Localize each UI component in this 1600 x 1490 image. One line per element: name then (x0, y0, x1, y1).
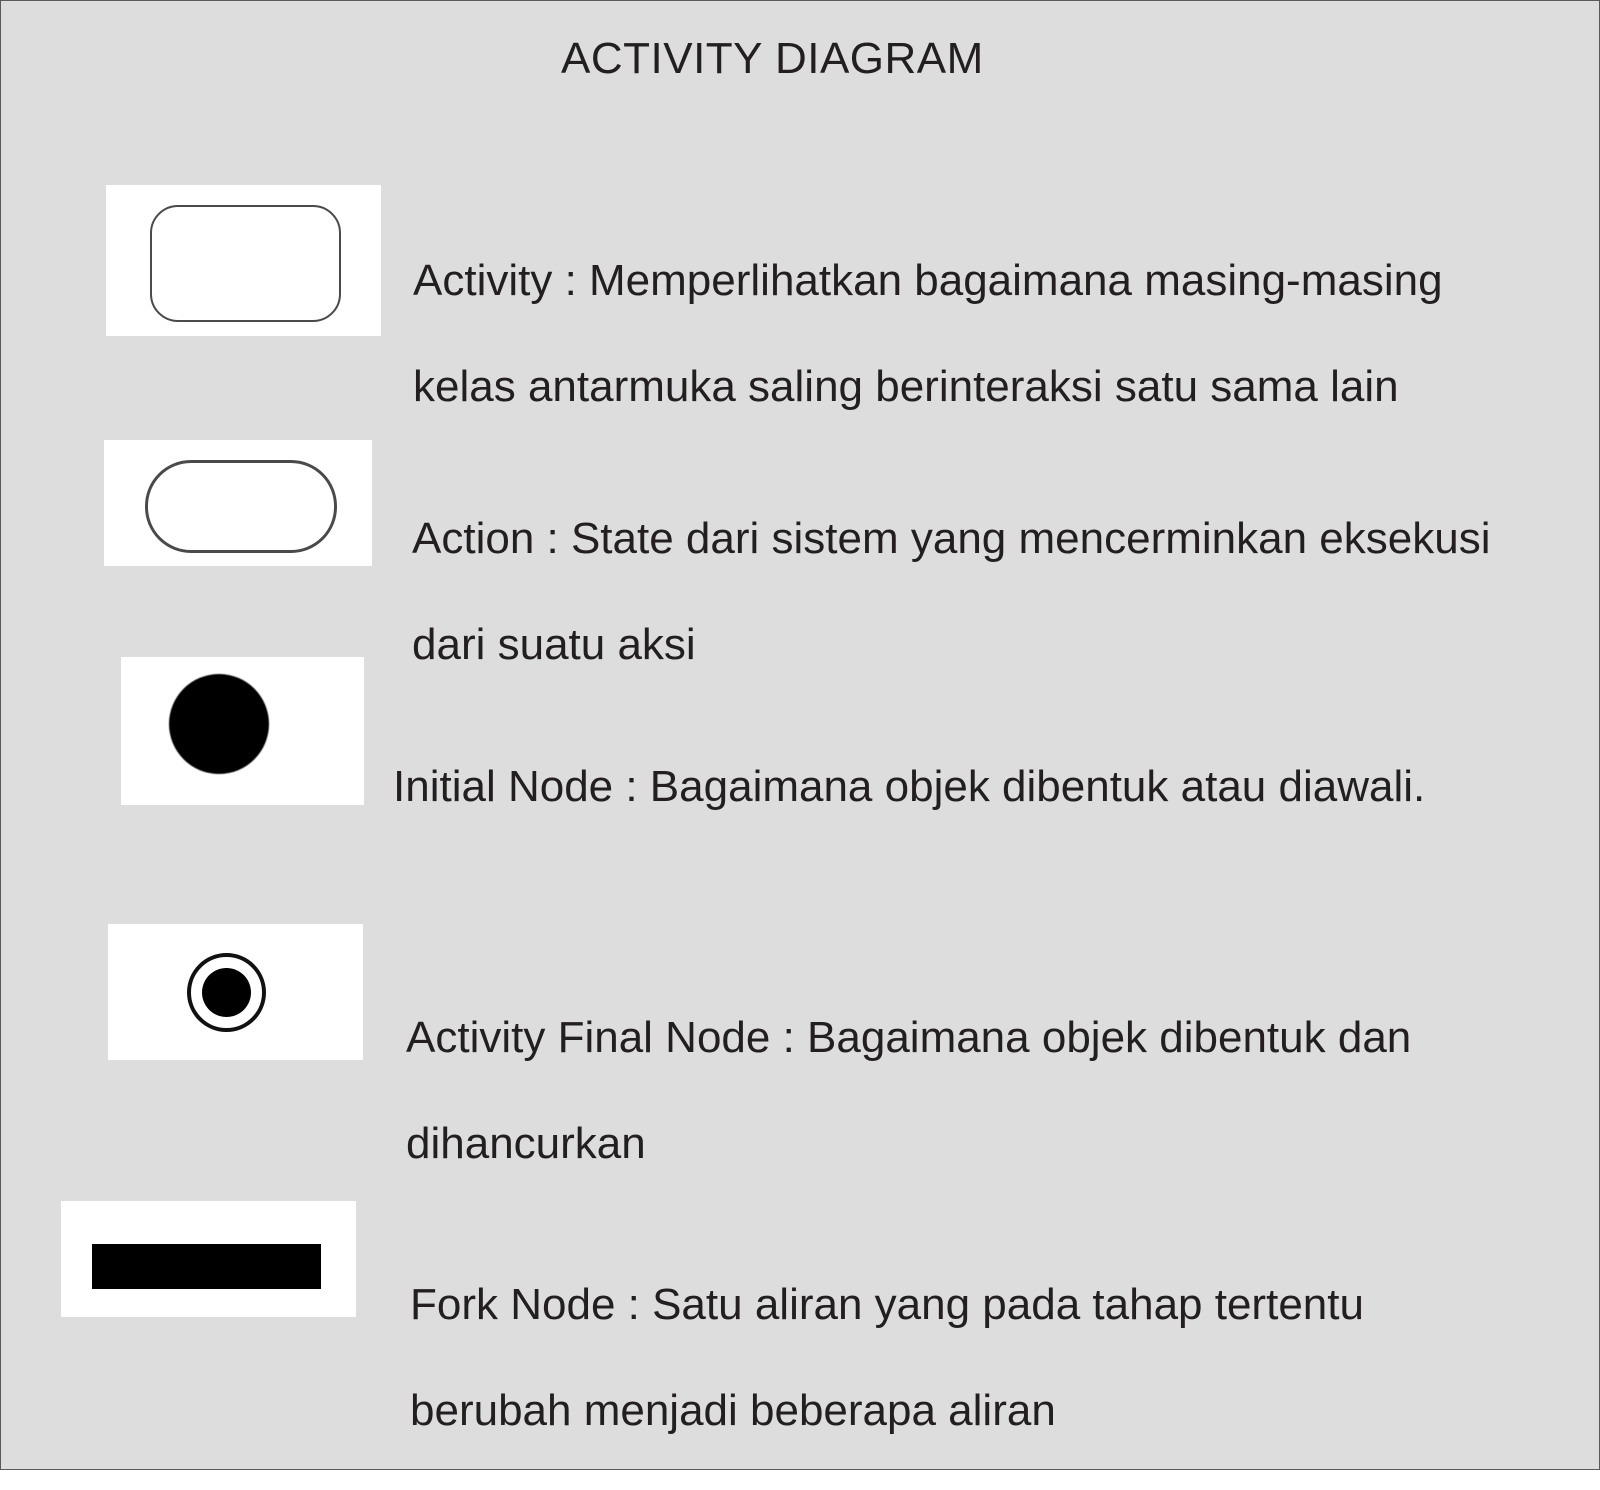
initial-node-symbol-box (121, 657, 364, 805)
activity-final-node-description (406, 958, 1411, 1223)
fork-node-bar-icon (92, 1244, 321, 1289)
activity-final-node-description-line-2: dihancurkan (406, 1119, 646, 1168)
activity-rounded-rectangle-icon (150, 205, 341, 322)
activity-symbol-box (106, 185, 381, 336)
activity-description (413, 201, 1443, 466)
fork-node-description-line-1: Fork Node : Satu aliran yang pada tahap tertentu (410, 1280, 1364, 1329)
activity-final-node-bullseye-icon (187, 953, 266, 1032)
fork-node-description (410, 1225, 1364, 1490)
action-description (412, 459, 1490, 724)
fork-node-symbol-box (61, 1201, 356, 1317)
activity-final-node-inner-dot (202, 968, 251, 1017)
activity-description-line-2: kelas antarmuka saling berinteraksi satu sama lain (413, 362, 1399, 411)
initial-node-filled-circle-icon (169, 674, 269, 774)
initial-node-description-line-1: Initial Node : Bagaimana objek dibentuk atau diawali. (393, 762, 1426, 811)
action-symbol-box (104, 440, 372, 566)
action-description-line-1: Action : State dari sistem yang mencerminkan eksekusi (412, 514, 1491, 563)
page-title: ACTIVITY DIAGRAM (561, 34, 984, 83)
initial-node-description (393, 707, 1425, 866)
activity-description-line-1: Activity : Memperlihatkan bagaimana masing-masing (413, 256, 1443, 305)
action-description-line-2: dari suatu aksi (412, 620, 696, 669)
activity-final-node-description-line-1: Activity Final Node : Bagaimana objek dibentuk dan (406, 1013, 1412, 1062)
activity-final-node-symbol-box (108, 924, 363, 1060)
fork-node-description-line-2: berubah menjadi beberapa aliran (410, 1386, 1056, 1435)
action-rounded-pill-icon (145, 460, 337, 553)
